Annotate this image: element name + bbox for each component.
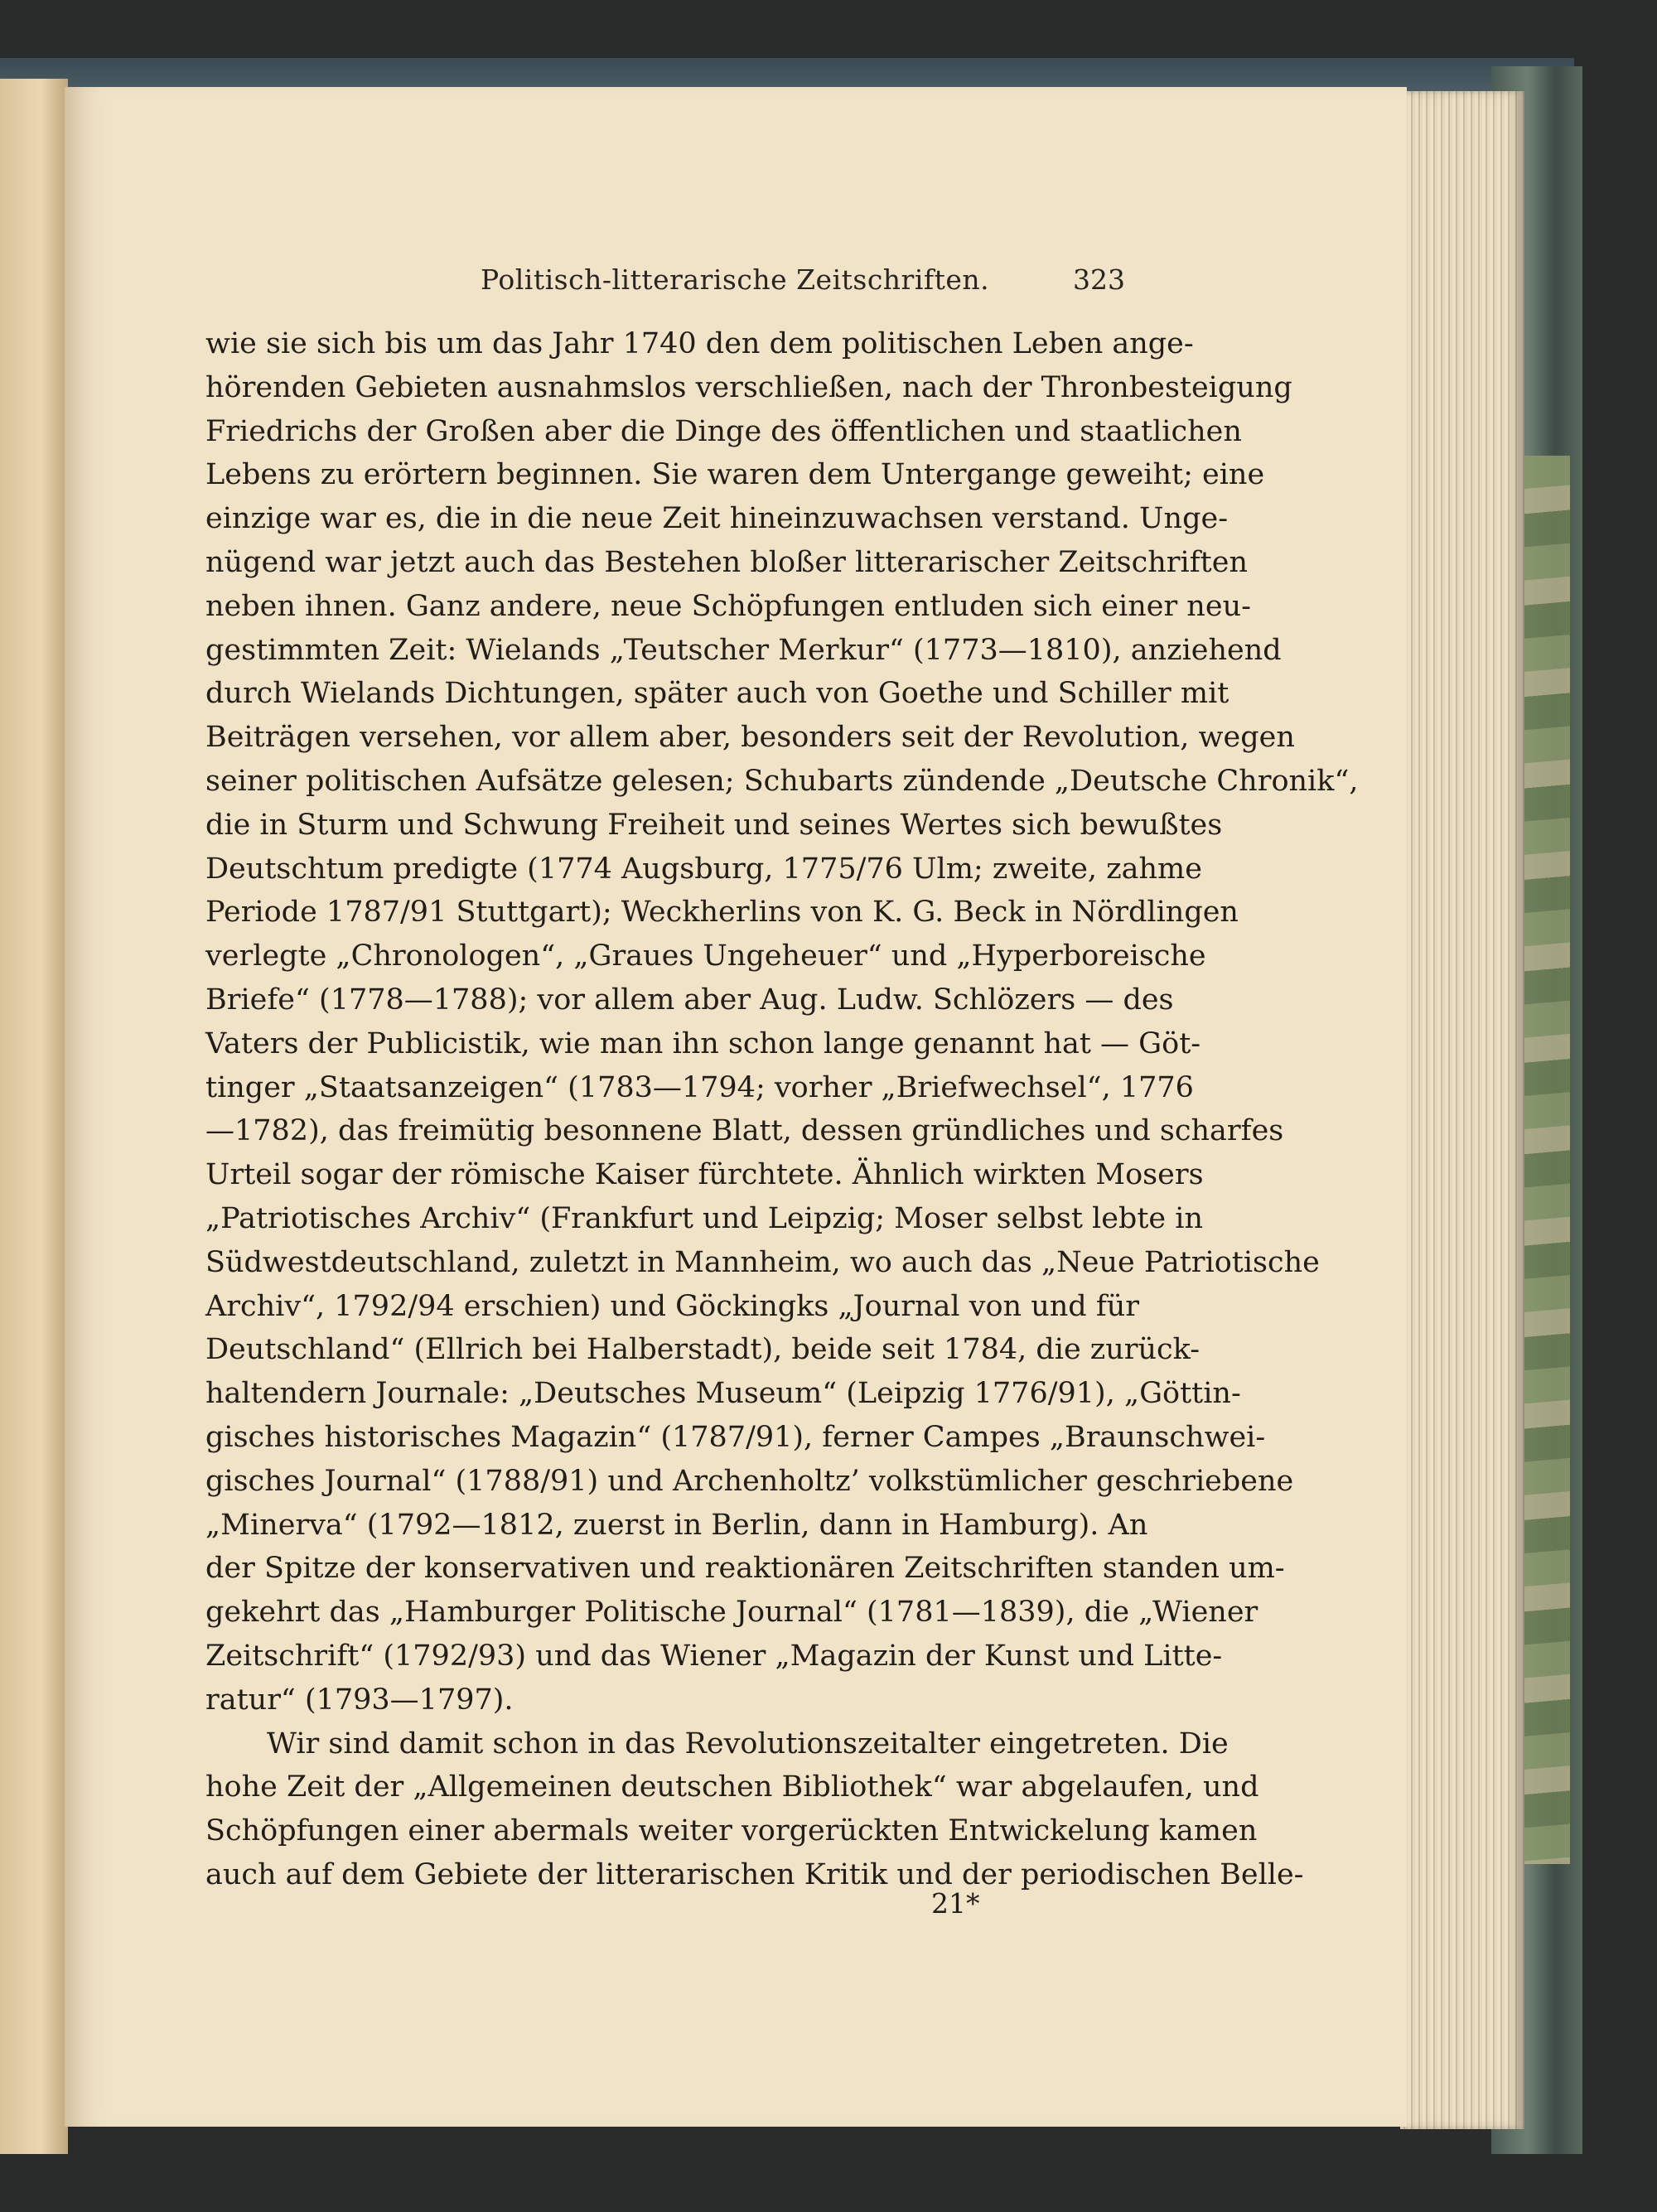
text-line: gekehrt das „Hamburger Politische Journal“ (1781—1839), die „Wiener [205,1596,1258,1630]
text-line: „Patriotisches Archiv“ (Frankfurt und Leipzig; Moser selbst lebte in [205,1201,1203,1235]
text-line: verlegte „Chronologen“, „Graues Ungeheuer“ und „Hyperboreische [205,939,1206,973]
text-line: hörenden Gebieten ausnahmslos verschließen, nach der Thronbesteigung [205,370,1292,404]
text-line: haltendern Journale: „Deutsches Museum“ (Leipzig 1776/91), „Göttin- [205,1377,1241,1411]
running-head: Politisch-litterarische Zeitschriften. [481,263,990,296]
text-line: Vaters der Publicistik, wie man ihn schon lange genannt hat — Göt- [205,1026,1201,1060]
signature-mark: 21* [931,1887,980,1920]
text-line: die in Sturm und Schwung Freiheit und seines Wertes sich bewußtes [205,808,1223,842]
text-line: hohe Zeit der „Allgemeinen deutschen Bibliothek“ war abgelaufen, und [205,1770,1259,1804]
text-line: Deutschtum predigte (1774 Augsburg, 1775/76 Ulm; zweite, zahme [205,852,1202,886]
text-line: einzige war es, die in die neue Zeit hineinzuwachsen verstand. Unge- [205,502,1229,536]
text-line: auch auf dem Gebiete der litterarischen Kritik und der periodischen Belle- [205,1857,1304,1891]
text-line: —1782), das freimütig besonnene Blatt, dessen gründliches und scharfes [205,1114,1284,1148]
text-line: ratur“ (1793—1797). [205,1683,514,1717]
text-line: Schöpfungen einer abermals weiter vorgerückten Entwickelung kamen [205,1814,1258,1848]
body-text [205,322,1359,1897]
text-line: nügend war jetzt auch das Bestehen bloßer litterarischer Zeitschriften [205,545,1248,579]
text-line: Lebens zu erörtern beginnen. Sie waren dem Untergange geweiht; eine [205,458,1265,492]
text-line: gisches historisches Magazin“ (1787/91), ferner Campes „Braunschwei- [205,1420,1266,1454]
text-line: Urteil sogar der römische Kaiser fürchtete. Ähnlich wirkten Mosers [205,1158,1204,1192]
left-page-edge [0,79,68,2154]
text-line: Periode 1787/91 Stuttgart); Weckherlins von K. G. Beck in Nördlingen [205,896,1239,930]
text-line: Deutschland“ (Ellrich bei Halberstadt), beide seit 1784, die zurück- [205,1333,1200,1367]
text-line: Briefe“ (1778—1788); vor allem aber Aug. Ludw. Schlözers — des [205,983,1174,1017]
text-line: Friedrichs der Großen aber die Dinge des öffentlichen und staatlichen [205,414,1242,448]
text-line: gestimmten Zeit: Wielands „Teutscher Merkur“ (1773—1810), anziehend [205,633,1282,667]
text-line: Archiv“, 1792/94 erschien) und Göckingks „Journal von und für [205,1289,1140,1323]
page-header [205,263,1125,305]
text-line: der Spitze der konservativen und reaktionären Zeitschriften standen um- [205,1552,1285,1586]
text-line: wie sie sich bis um das Jahr 1740 den dem politischen Leben ange- [205,327,1194,360]
book-cover-bottom [0,2154,1657,2212]
text-line: durch Wielands Dichtungen, später auch von Goethe und Schiller mit [205,677,1229,711]
text-line: gisches Journal“ (1788/91) und Archenholtz’ volkstümlicher geschriebene [205,1464,1294,1498]
text-line: Wir sind damit schon in das Revolutionszeitalter eingetreten. Die [267,1727,1229,1760]
text-line: Südwestdeutschland, zuletzt in Mannheim, wo auch das „Neue Patriotische [205,1245,1320,1279]
text-line: seiner politischen Aufsätze gelesen; Schubarts zündende „Deutsche Chronik“, [205,764,1359,798]
text-line: Beiträgen versehen, vor allem aber, besonders seit der Revolution, wegen [205,721,1295,755]
page-edges [1400,91,1524,2129]
marbled-endpaper [1524,456,1570,1864]
text-line: Zeitschrift“ (1792/93) und das Wiener „Magazin der Kunst und Litte- [205,1639,1223,1673]
text-line: tinger „Staatsanzeigen“ (1783—1794; vorher „Briefwechsel“, 1776 [205,1070,1194,1104]
text-line: neben ihnen. Ganz andere, neue Schöpfungen entluden sich einer neu- [205,589,1251,623]
text-line: „Minerva“ (1792—1812, zuerst in Berlin, dann in Hamburg). An [205,1508,1148,1542]
page-number: 323 [1073,263,1125,296]
